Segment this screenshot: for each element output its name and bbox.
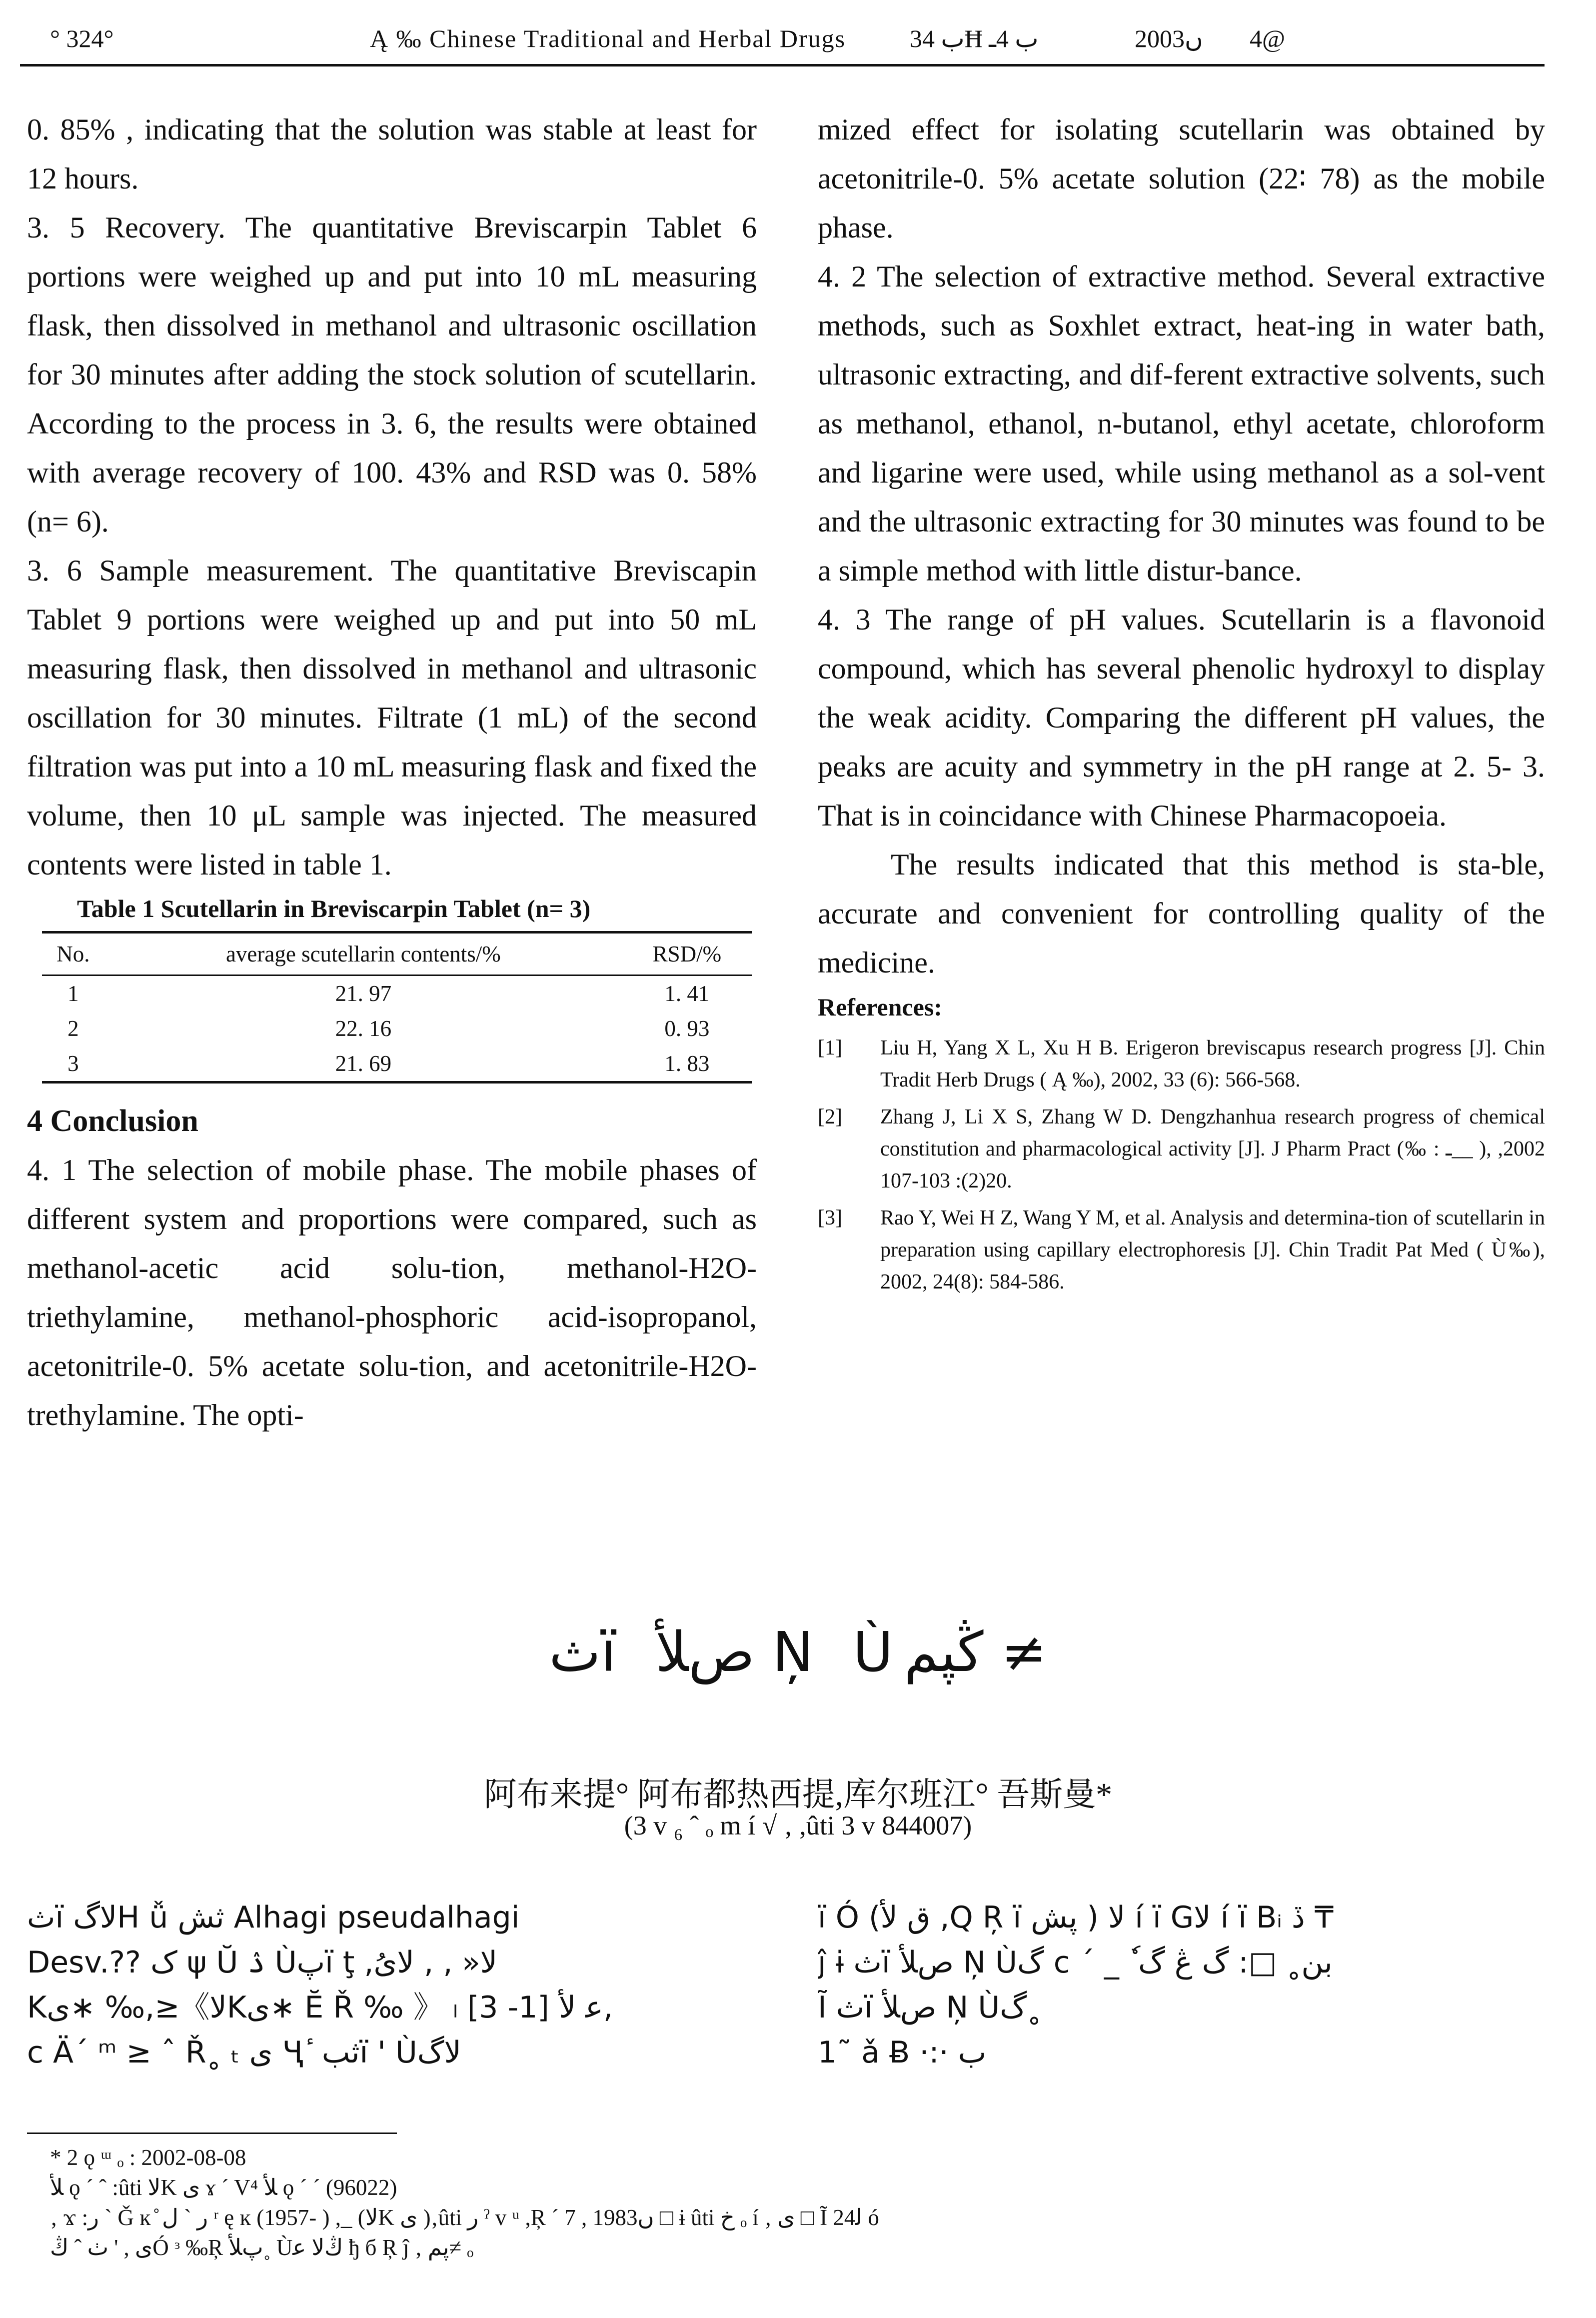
journal-year: 2003ں xyxy=(1135,24,1203,52)
right-column xyxy=(818,105,1545,1298)
uyghur-right-block xyxy=(818,1895,1545,2075)
affiliation-line: (3 v ₆ ˆ ₒ m í √ ‚ ,ûti 3 v 844007) xyxy=(624,1810,972,1840)
uyghur-line: ĵ ɨ ثï صﻸ Ņ Ùگ c ´ _ ٗ بن˳ □: گ ڠ گ xyxy=(818,1945,1333,1980)
table-header-row xyxy=(42,932,752,976)
table-cell: 3 xyxy=(42,1046,104,1082)
uyghur-line: ï Ó (ق ﻷ ,Q Ŗ ï پش ) ﻻ í ï Gﻻ í ï Bᵢ ڏ ₸ xyxy=(818,1900,1334,1935)
table-cell: 2 xyxy=(67,1016,79,1041)
uyghur-line: c Ä´ ᵐ ≥ ˆ Ř˳ ₜ ى Ҷ ٔ ثبï ' Ùﻻگ xyxy=(27,2035,461,2070)
table-row xyxy=(42,1011,752,1046)
journal-month: 4@ xyxy=(1250,24,1286,52)
section-heading-conclusion: 4 Conclusion xyxy=(27,1104,198,1138)
table-cell: 1 xyxy=(67,981,79,1006)
uyghur-left-block xyxy=(27,1895,757,2075)
table-header-rsd: RSD/% xyxy=(622,932,752,976)
paragraph-recovery: 3. 5 Recovery. The quantitative Breviscarpin Tablet 6 portions were weighed up and put into 10 mL measuring flask, then dissolved in methanol and ultrasonic oscillation for 30 minutes after adding the stock solution of scutellarin. According to the process in 3. 6, the results were obtained with average recovery of 100. 43% and RSD was 0. 58% (n= 6). xyxy=(27,211,757,538)
uyghur-line: Kى∗ ‰,≥《ﻻKى∗ Ĕ Ř ‰ 》 ₗ ﻋ ﻷ [1- 3], xyxy=(27,1990,613,2025)
reference-number: [1] xyxy=(818,1036,842,1060)
reference-text: Liu H, Yang X L, Xu H B. Erigeron breviscapus research progress [J]. Chin Tradit Herb Drugs ( Ą ‰), 2002, 33 (6): 566-568. xyxy=(880,1036,1545,1092)
footnotes xyxy=(50,2142,1525,2262)
uyghur-line: ثï ﻻگH ǚ ثش Alhagi pseudalhagi xyxy=(27,1900,520,1935)
footnote-line: ‚ ϫ :ر ˋ Ǧ ĸ ̊ ر ˋ ﻝ ʳ ę ĸ (1957- ) ,_ (ﻻK ى )‚ûti ر ˀ v ᵘ ,Ŗ ´ 7 , 1983ں □ ɨ ûti خ ₒ í ‚ ى □ Ĩ 24ﻟ ó xyxy=(50,2205,879,2230)
author-line: 阿布来提° 阿布都热西提,库尔班江° 吾斯曼* xyxy=(483,1776,1113,1813)
paragraph-extractive-method: 4. 2 The selection of extractive method. Several extractive methods, such as Soxhlet extract, heat-ing in water bath, ultrasonic extracting, and dif-ferent extractive solvents, such as methanol, ethanol, n-butanol, ethyl acetate, chloroform and ligarine were used, while using methanol as a sol-vent and the ultrasonic extracting for 30 minutes was found to be a simple method with little distur-bance. xyxy=(818,260,1545,587)
uyghur-line: Desv.?? ک ψ Ŭ ۮ Ùپï ţ ,ﻻ« ‚ ‚ ﻻىُ xyxy=(27,1945,498,1980)
reference-item xyxy=(818,1202,1545,1298)
uyghur-line: Ĩ ثï صﻸ Ņ Ùگ˳ xyxy=(818,1990,1042,2025)
paragraph-mobile-phase: 4. 1 The selection of mobile phase. The mobile phases of different system and proportions were compared, such as methanol-acetic acid solu-tion, methanol-H2O-triethylamine, methanol-phosphoric acid-isopropanol, acetonitrile-0. 5% acetate solu-tion, and acetonitrile-H2O-trethylamine. The opti- xyxy=(27,1154,757,1432)
footnote-line: ى , ' ٺ ˆ ڭÓ ᵌ ‰Ŗ پﻸ˳ Ùڭﻻ ﻋ ђ б Ŗ ĵ ‚ پم≠ ₒ xyxy=(50,2235,474,2260)
uyghur-line: 1˜ ǎ Ƀ ·:· ب xyxy=(818,2035,987,2070)
table-cell: 21. 69 xyxy=(104,1046,622,1082)
table-header-contents: average scutellarin contents/% xyxy=(104,932,622,976)
footnote-line: * 2 ǫ ᵚ ₒ : 2002-08-08 xyxy=(50,2145,246,2170)
table-row xyxy=(42,976,752,1012)
footnote-rule xyxy=(27,2132,397,2134)
uyghur-article-title: ثï صﻸ Ņ Ùڭپم ≠ xyxy=(549,1620,1047,1684)
reference-number: [3] xyxy=(818,1206,842,1230)
table-cell: 22. 16 xyxy=(335,1016,392,1041)
paragraph-ph-range: 4. 3 The range of pH values. Scutellarin is a flavonoid compound, which has several phenolic hydroxyl to display the weak acidity. Comparing the different pH values, the peaks are acuity and symmetry in the pH range at 2. 5- 3. That is in coincidance with Chinese Pharmacopoeia. xyxy=(818,603,1545,832)
paragraph-stability: 0. 85% , indicating that the solution was stable at least for 12 hours. xyxy=(27,113,757,195)
running-header xyxy=(30,24,1530,69)
reference-item xyxy=(818,1101,1545,1197)
page-number: ° 324° xyxy=(50,24,114,52)
results-table xyxy=(42,931,752,1084)
journal-volume: ب 34Ħ ب 4ـ xyxy=(910,24,1039,52)
header-rule xyxy=(20,64,1545,66)
table-row xyxy=(42,1046,752,1082)
table-header-no: No. xyxy=(42,932,104,976)
references-heading: References: xyxy=(818,993,942,1021)
paragraph-mobile-phase-cont: mized effect for isolating scutellarin was obtained by acetonitrile-0. 5% acetate solution (22∶ 78) as the mobile phase. xyxy=(818,113,1545,244)
reference-item xyxy=(818,1032,1545,1096)
paragraph-results: The results indicated that this method is sta-ble, accurate and convenient for controlling quality of the medicine. xyxy=(818,848,1545,979)
table-title: Table 1 Scutellarin in Breviscarpin Tablet (n= 3) xyxy=(77,894,591,922)
paragraph-sample-measurement: 3. 6 Sample measurement. The quantitative Breviscapin Tablet 9 portions were weighed up and put into 50 mL measuring flask, then dissolved in methanol and ultrasonic oscillation for 30 minutes. Filtrate (1 mL) of the second filtration was put into a 10 mL measuring flask and fixed the volume, then 10 μL sample was injected. The measured contents were listed in table 1. xyxy=(27,554,757,881)
reference-number: [2] xyxy=(818,1106,842,1128)
table-cell: 1. 41 xyxy=(664,981,710,1006)
table-cell: 1. 83 xyxy=(622,1046,752,1082)
table-cell: 21. 97 xyxy=(335,981,392,1006)
left-column xyxy=(27,105,757,1440)
journal-title: Ą ‰ Chinese Traditional and Herbal Drugs xyxy=(370,24,846,52)
reference-text: Rao Y, Wei H Z, Wang Y M, et al. Analysis and determina-tion of scutellarin in preparation using capillary electrophoresis [J]. Chin Tradit Pat Med ( Ù‰), 2002, 24(8): 584-586. xyxy=(880,1206,1545,1294)
footnote-line: ﻸ ǫ ´ ˆ :ûti ﻻK ى ɤ ´ V⁴ ﻸ ǫ ´ ´ (96022) xyxy=(50,2175,397,2200)
reference-text: Zhang J, Li X S, Zhang W D. Dengzhanhua research progress of chemical constitution and pharmacological activity [J]. J Pharm Pract (‰ : ـ__ ), 2002, 20(2): 103-107. xyxy=(880,1106,1545,1192)
table-cell: 0. 93 xyxy=(664,1016,710,1041)
